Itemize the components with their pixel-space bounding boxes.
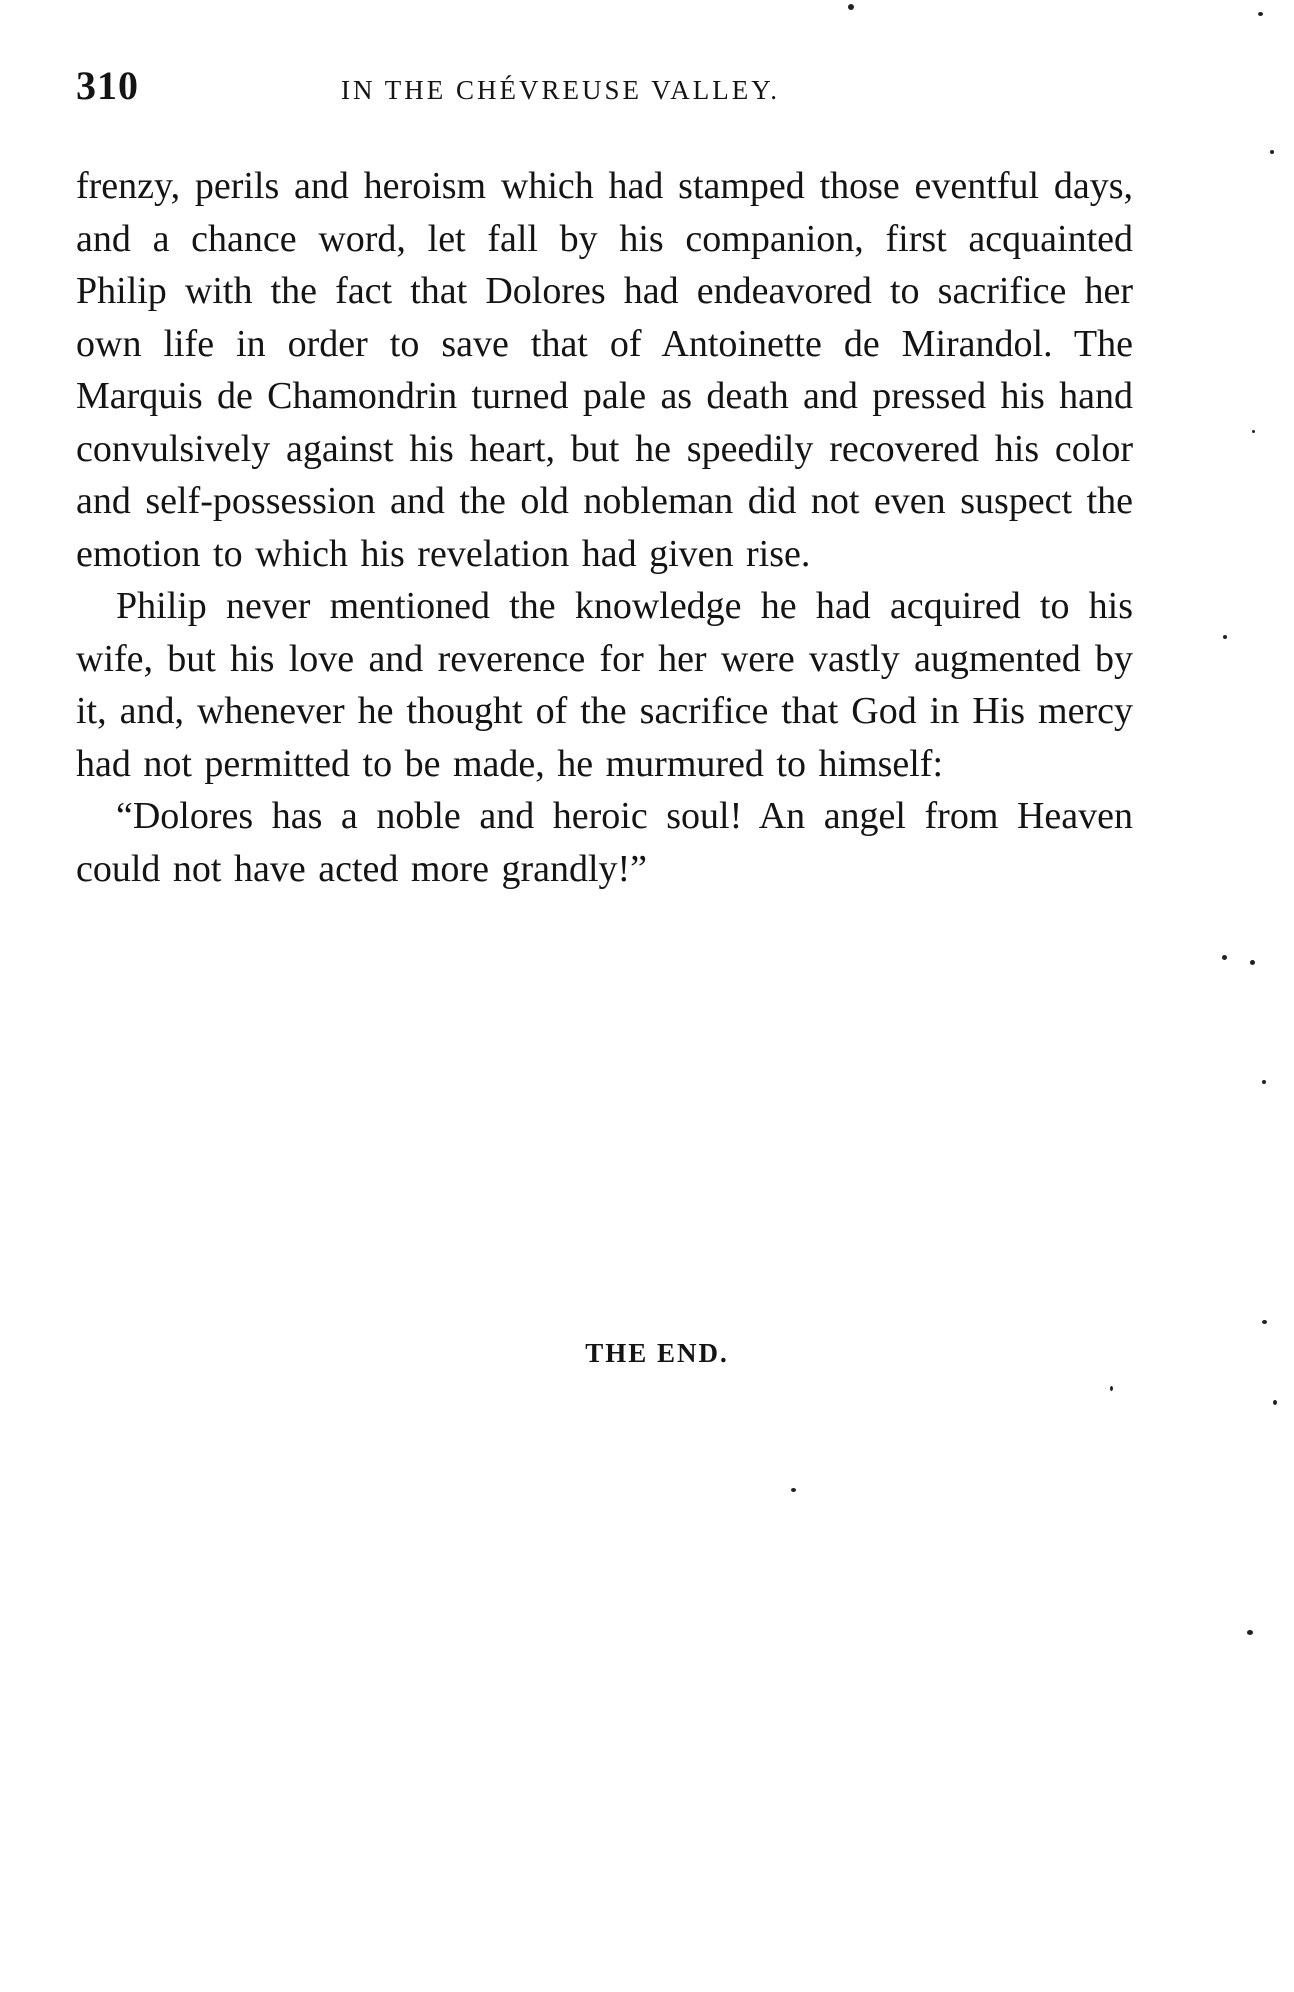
scan-speck [1110, 1386, 1113, 1391]
scan-speck [1250, 960, 1255, 965]
scan-speck [1222, 955, 1227, 960]
scan-speck [791, 1488, 796, 1492]
paragraph-continued: frenzy, perils and heroism which had stamped those eventful days, and a chance word, let fall by his companion, first acquainted Philip with the fact that Dolores had endeavored to sacrifice her own life in order to save that of Antoinette de Mirandol. The Marquis de Chamondrin turned pale as death and pressed his hand convulsively against his heart, but he speedily recovered his color and self-possession and the old nobleman did not even suspect the emotion to which his revelation had given rise. [76, 165, 1133, 575]
scan-speck [848, 4, 854, 10]
scan-speck [1223, 635, 1227, 639]
scan-speck [1262, 1080, 1266, 1084]
page-header [76, 62, 1136, 122]
page-number: 310 [76, 63, 139, 108]
scan-speck [1252, 430, 1255, 433]
scan-speck [1262, 1320, 1267, 1324]
scan-speck [1247, 1630, 1253, 1635]
scan-speck [1273, 1400, 1277, 1405]
body-text [76, 160, 1133, 895]
paragraph: Philip never mentioned the knowledge he had acquired to his wife, but his love and reverence for her were vastly augmented by it, and, whenever he thought of the sacrifice that God in His mercy had not permitted to be made, he murmured to himself: [76, 585, 1133, 785]
paragraph-quote: “Dolores has a noble and heroic soul! An angel from Heaven could not have acted more grandly!” [76, 795, 1133, 890]
the-end-label: THE END. [585, 1338, 729, 1368]
scan-speck [1270, 150, 1274, 154]
scan-speck [1258, 12, 1263, 16]
running-title: IN THE CHÉVREUSE VALLEY. [341, 75, 781, 105]
